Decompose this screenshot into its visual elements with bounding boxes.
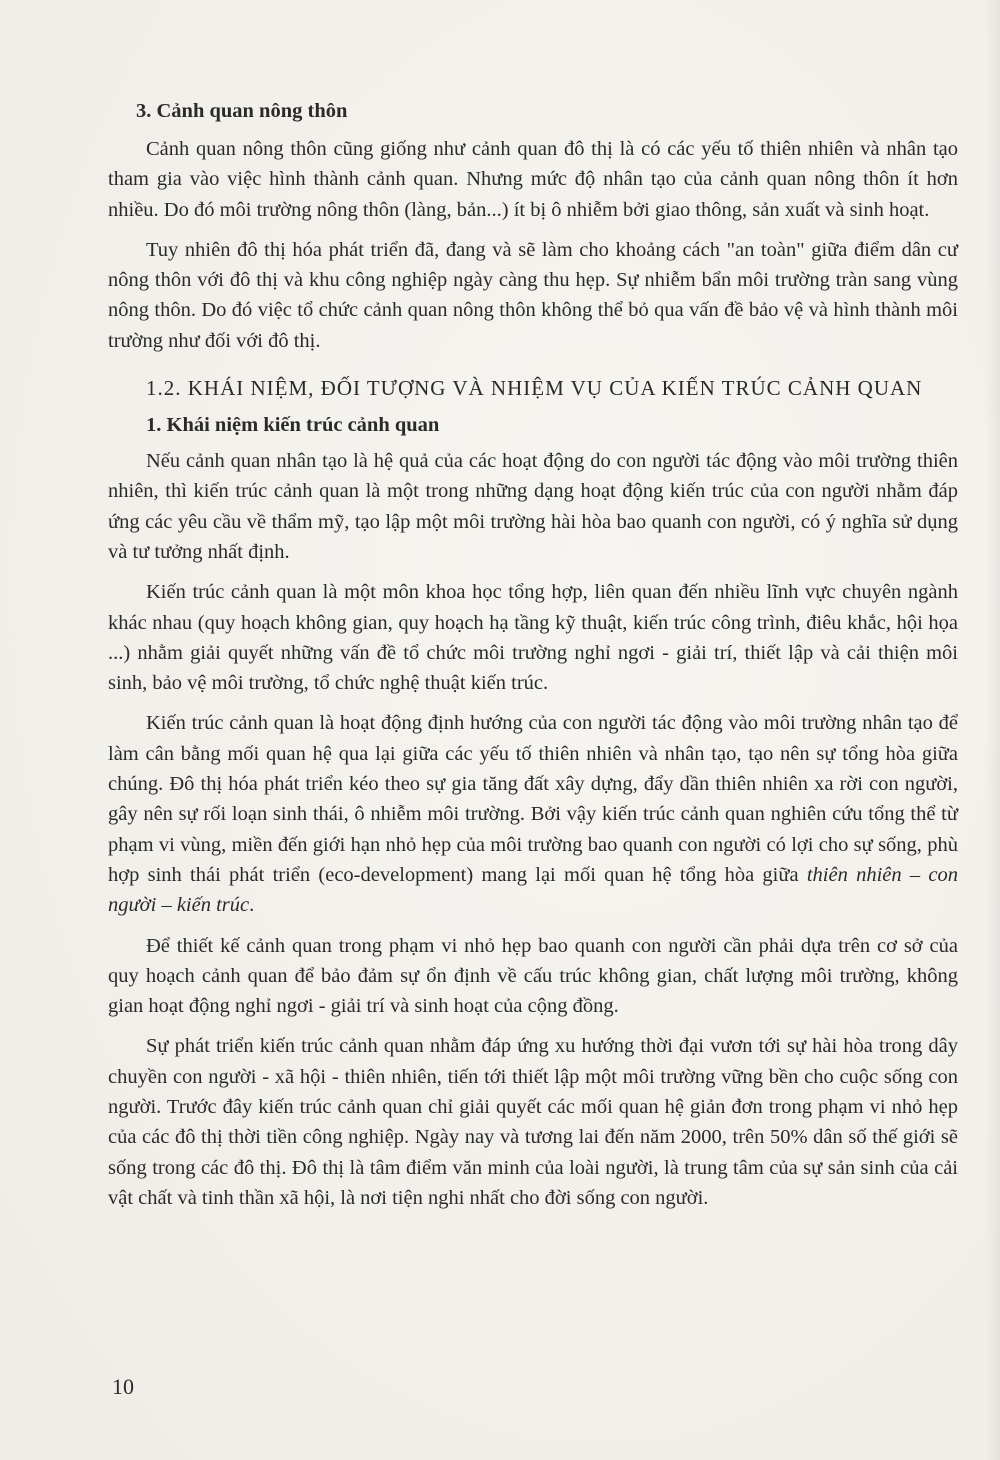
subsection-1-paragraph-3 <box>108 708 958 920</box>
page-content <box>108 96 958 1223</box>
paragraph-3-end: . <box>249 894 255 917</box>
section-1-2-heading: 1.2. KHÁI NIỆM, ĐỐI TƯỢNG VÀ NHIỆM VỤ CỦA KIẾN TRÚC CẢNH QUAN <box>146 376 923 401</box>
subsection-1-paragraph-2: Kiến trúc cảnh quan là một môn khoa học tổng hợp, liên quan đến nhiều lĩnh vực chuyên ngành khác nhau (quy hoạch không gian, quy hoạch hạ tầng kỹ thuật, kiến trúc công trình, điêu khắc, hội họa ...) nhằm giải quyết những vấn đề tổ chức môi trường nghỉ ngơi - giải trí, thiết lập và cải thiện môi sinh, bảo vệ môi trường, tổ chức nghệ thuật kiến trúc. <box>108 581 958 695</box>
subsection-1-paragraph-1: Nếu cảnh quan nhân tạo là hệ quả của các hoạt động do con người tác động vào môi trường thiên nhiên, thì kiến trúc cảnh quan là một trong những dạng hoạt động kiến trúc của con người nhằm đáp ứng các yêu cầu về thẩm mỹ, tạo lập một môi trường hài hòa bao quanh con người, có ý nghĩa sử dụng và tư tưởng nhất định. <box>108 450 958 563</box>
section-3-paragraph-1: Cảnh quan nông thôn cũng giống như cảnh quan đô thị là có các yếu tố thiên nhiên và nhân tạo tham gia vào việc hình thành cảnh quan. Nhưng mức độ nhân tạo của cảnh quan nông thôn ít hơn nhiều. Do đó môi trường nông thôn (làng, bản...) ít bị ô nhiễm bởi giao thông, sản xuất và sinh hoạt. <box>108 138 958 221</box>
subsection-1-title: 1. Khái niệm kiến trúc cảnh quan <box>146 414 440 437</box>
subsection-1-paragraph-4: Để thiết kế cảnh quan trong phạm vi nhỏ hẹp bao quanh con người cần phải dựa trên cơ sở của quy hoạch cảnh quan để bảo đảm sự ổn định về cấu trúc không gian, chất lượng môi trường, không gian hoạt động nghỉ ngơi - giải trí và sinh hoạt của cộng đồng. <box>108 934 958 1018</box>
section-3-title: 3. Cảnh quan nông thôn <box>136 100 348 122</box>
page-number: 10 <box>112 1374 134 1399</box>
paragraph-3-text: Kiến trúc cảnh quan là hoạt động định hướng của con người tác động vào môi trường nhân tạo để làm cân bằng mối quan hệ qua lại giữa các yếu tố thiên nhiên và nhân tạo, tạo nên sự tổng hòa giữa chúng. Đô thị hóa phát triển kéo theo sự gia tăng đất xây dựng, đẩy dần thiên nhiên xa rời con người, gây nên sự rối loạn sinh thái, ô nhiễm môi trường. Bởi vậy kiến trúc cảnh quan nghiên cứu tổng thể từ phạm vi vùng, miền đến giới hạn nhỏ hẹp của môi trường bao quanh con người có lợi cho sự sống, phù hợp sinh thái phát triển (eco-development) mang lại mối quan hệ tổng hòa giữa <box>108 712 958 886</box>
page-edge-shadow <box>986 0 1000 1460</box>
subsection-1-paragraph-5: Sự phát triển kiến trúc cảnh quan nhằm đáp ứng xu hướng thời đại vươn tới sự hài hòa trong dây chuyền con người - xã hội - thiên nhiên, tiến tới thiết lập một môi trường vững bền cho cuộc sống con người. Trước đây kiến trúc cảnh quan chỉ giải quyết các mối quan hệ giản đơn trong phạm vi nhỏ hẹp của các đô thị thời tiền công nghiệp. Ngày nay và tương lai đến năm 2000, trên 50% dân số thế giới sẽ sống trong các đô thị. Đô thị là tâm điểm văn minh của loài người, là trung tâm của sự sản sinh của cải vật chất và tinh thần xã hội, là nơi tiện nghi nhất cho đời sống con người. <box>108 1035 958 1209</box>
section-3-paragraph-2: Tuy nhiên đô thị hóa phát triển đã, đang và sẽ làm cho khoảng cách "an toàn" giữa điểm dân cư nông thôn với đô thị và khu công nghiệp ngày càng thu hẹp. Sự nhiễm bẩn môi trường tràn sang vùng nông thôn. Do đó việc tổ chức cảnh quan nông thôn không thể bỏ qua vấn đề bảo vệ và hình thành môi trường như đối với đô thị. <box>108 238 958 352</box>
paragraph-3-italic: thiên nhiên – con người – kiến trúc <box>108 863 958 917</box>
